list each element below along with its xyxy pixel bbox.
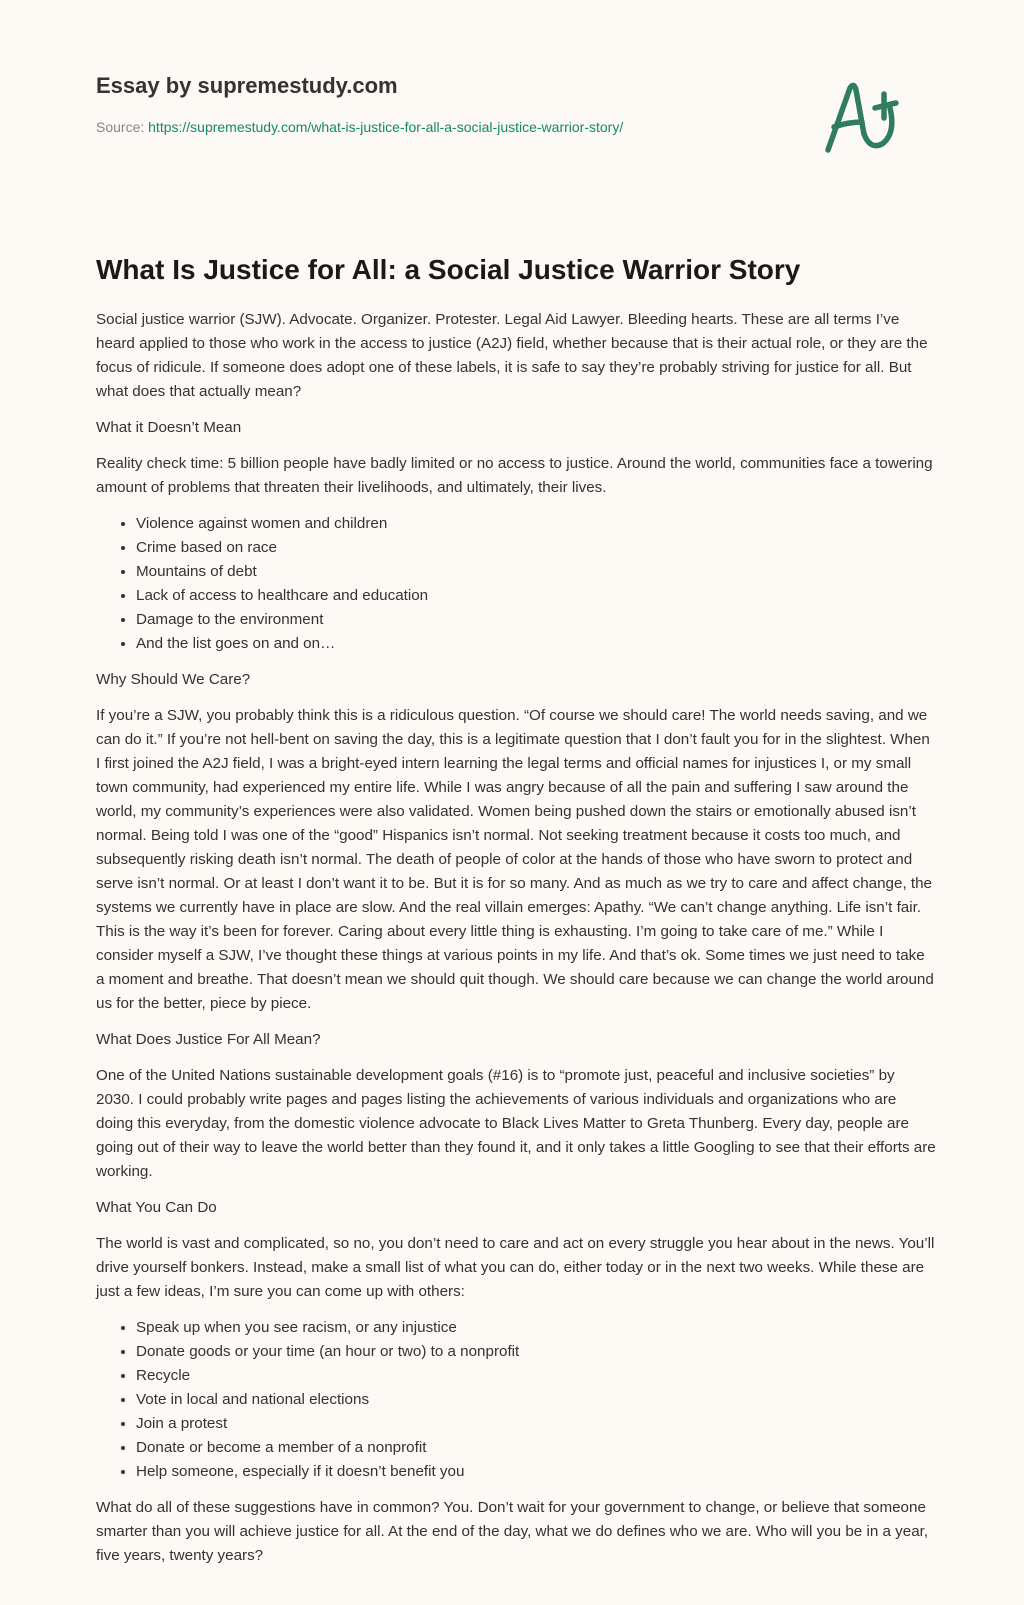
section-heading: What Does Justice For All Mean? [96, 1031, 321, 1048]
source-link[interactable]: https://supremestudy.com/what-is-justice-for-all-a-social-justice-warrior-story/ [148, 119, 624, 135]
list-item: • And the list goes on and on… [136, 632, 936, 656]
section-paragraph: Reality check time: 5 billion people have badly limited or no access to justice. Around the world, communities face a towering amount of problems that threaten their livelihoods, and ultimately, their lives. [96, 455, 933, 496]
source-line [96, 118, 856, 136]
list-item: • Crime based on race [136, 536, 936, 560]
section-paragraph: If you’re a SJW, you probably think this is a ridiculous question. “Of course we should care! The world needs saving, and we can do it.” If you’re not hell-bent on saving the day, this is a legitimate question that I don’t fault you for in the slightest. When I first joined the A2J field, I was a bright-eyed intern learning the legal terms and official names for injustices I, or my small town community, had experienced my entire life. While I was angry because of all the pain and suffering I saw around the world, my community’s experiences were also validated. Women being pushed down the stairs or emotionally abused isn’t normal. Being told I was one of the “good” Hispanics isn’t normal. Not seeking treatment because it costs too much, and subsequently risking death isn’t normal. The death of people of color at the hands of those who have sworn to protect and serve isn’t normal. Or at least I don’t want it to be. But it is for so many. And as much as we try to care and affect change, the systems we currently have in place are slow. And the real villain emerges: Apathy. “We can’t change anything. Life isn’t fair. This is the way it’s been for forever. Caring about every little thing is exhausting. I’m going to take care of me.” While I consider myself a SJW, I’ve thought these things at various points in my life. And that’s ok. Some times we just need to take a moment and breathe. That doesn’t mean we should quit though. We should care because we can change the world around us for the better, piece by piece. [96, 707, 934, 1012]
list-item: • Damage to the environment [136, 608, 936, 632]
list-item: • Lack of access to healthcare and education [136, 584, 936, 608]
actions-list [96, 1316, 936, 1484]
list-item: • Violence against women and children [136, 512, 936, 536]
list-item: • Help someone, especially if it doesn’t benefit you [136, 1460, 936, 1484]
list-item: • Join a protest [136, 1412, 936, 1436]
page-header [96, 72, 856, 136]
list-item: • Donate or become a member of a nonprofit [136, 1436, 936, 1460]
section-paragraph: The world is vast and complicated, so no, you don’t need to care and act on every struggle you hear about in the news. You’ll drive yourself bonkers. Instead, make a small list of what you can do, either today or in the next two weeks. While these are just a few ideas, I’m sure you can come up with others: [96, 1235, 935, 1300]
problems-list [96, 512, 936, 656]
section-heading: Why Should We Care? [96, 671, 251, 688]
list-item: • Donate goods or your time (an hour or two) to a nonprofit [136, 1340, 936, 1364]
list-item: • Recycle [136, 1364, 936, 1388]
list-item: • Mountains of debt [136, 560, 936, 584]
site-title: Essay by supremestudy.com [96, 73, 398, 98]
a-plus-grade-icon [820, 60, 930, 170]
intro-paragraph: Social justice warrior (SJW). Advocate. Organizer. Protester. Legal Aid Lawyer. Bleeding hearts. These are all terms I’ve heard applied to those who work in the access to justice (A2J) field, whether because that is their actual role, or they are the focus of ridicule. If someone does adopt one of these labels, it is safe to say they’re probably striving for justice for all. But what does that actually mean? [96, 311, 928, 400]
section-heading: What it Doesn’t Mean [96, 419, 242, 436]
list-item: • Speak up when you see racism, or any injustice [136, 1316, 936, 1340]
source-label: Source: [96, 119, 149, 135]
list-item: • Vote in local and national elections [136, 1388, 936, 1412]
essay-article [96, 252, 936, 1580]
section-heading: What You Can Do [96, 1199, 217, 1216]
section-paragraph: One of the United Nations sustainable development goals (#16) is to “promote just, peaceful and inclusive societies” by 2030. I could probably write pages and pages listing the achievements of various individuals and organizations who are doing this everyday, from the domestic violence advocate to Black Lives Matter to Greta Thunberg. Every day, people are going out of their way to leave the world better than they found it, and it only takes a little Googling to see that their efforts are working. [96, 1067, 936, 1180]
closing-paragraph: What do all of these suggestions have in common? You. Don’t wait for your government to change, or believe that someone smarter than you will achieve justice for all. At the end of the day, what we do defines who we are. Who will you be in a year, five years, twenty years? [96, 1499, 929, 1564]
article-title: What Is Justice for All: a Social Justice Warrior Story [96, 254, 801, 285]
